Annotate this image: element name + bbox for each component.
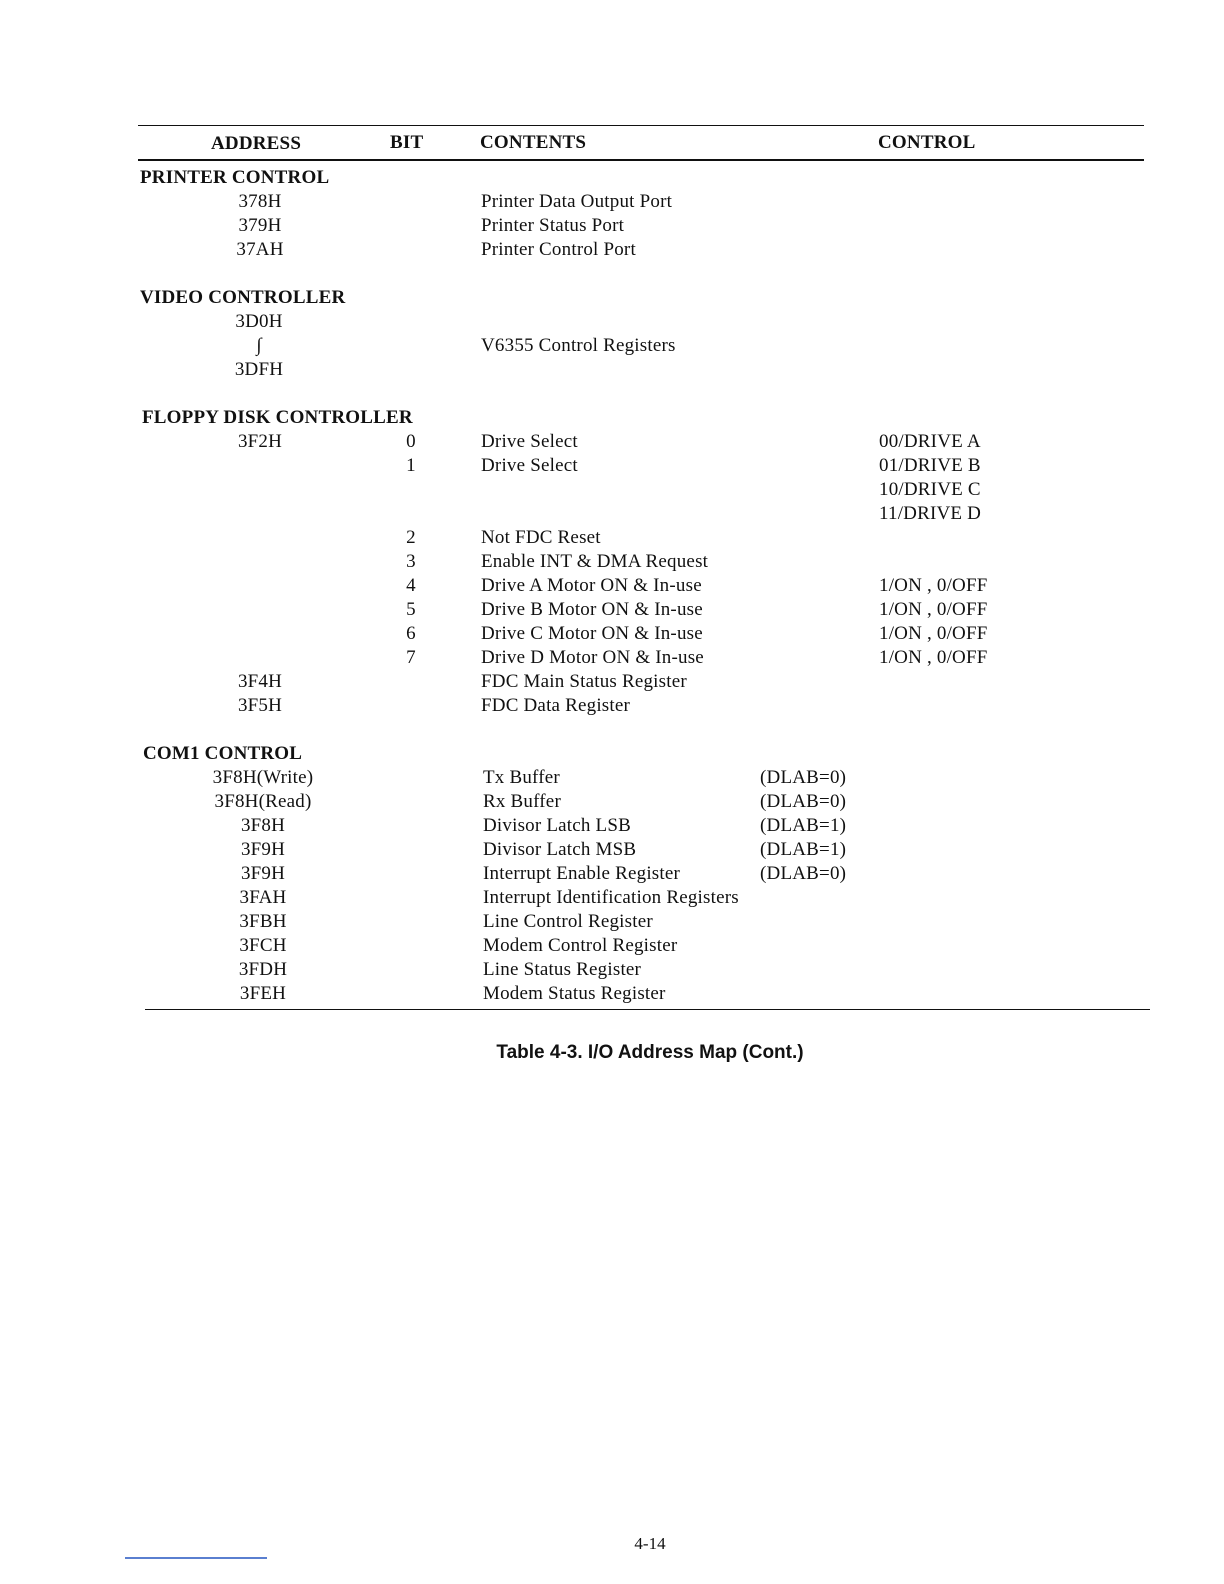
contents-cell: Interrupt Enable Register bbox=[483, 863, 681, 884]
header-contents: CONTENTS bbox=[480, 132, 587, 153]
control-cell: 01/DRIVE B bbox=[879, 455, 981, 476]
contents-cell: Drive Select bbox=[481, 455, 578, 476]
page-number: 4-14 bbox=[634, 1534, 666, 1553]
control-cell: 1/ON , 0/OFF bbox=[879, 623, 988, 644]
address-cell: 3F2H bbox=[237, 431, 283, 452]
control-cell: 11/DRIVE D bbox=[879, 503, 982, 524]
contents-cell: FDC Data Register bbox=[481, 695, 631, 716]
bit-cell: 2 bbox=[406, 527, 416, 548]
header-control: CONTROL bbox=[878, 132, 976, 153]
footer-line bbox=[125, 1557, 267, 1559]
address-cell: 3F8H(Write) bbox=[212, 767, 314, 788]
bit-cell: 1 bbox=[406, 455, 416, 476]
section-title-com1: COM1 CONTROL bbox=[143, 743, 303, 764]
address-cell: 3F9H bbox=[240, 839, 286, 860]
address-cell: 378H bbox=[238, 191, 282, 212]
contents-cell: Printer Control Port bbox=[481, 239, 636, 260]
address-cell: 3FDH bbox=[238, 959, 288, 980]
contents-cell: Rx Buffer bbox=[483, 791, 561, 812]
dlab-cell: (DLAB=0) bbox=[760, 791, 847, 812]
contents-cell: Enable INT & DMA Request bbox=[481, 551, 709, 572]
address-cell: 3F5H bbox=[237, 695, 283, 716]
dlab-cell: (DLAB=0) bbox=[760, 767, 847, 788]
contents-cell: Line Status Register bbox=[483, 959, 642, 980]
address-cell: 3FEH bbox=[239, 983, 287, 1004]
control-cell: 00/DRIVE A bbox=[879, 431, 981, 452]
section-title-printer: PRINTER CONTROL bbox=[140, 167, 330, 188]
address-cell: 3FBH bbox=[239, 911, 287, 932]
address-cell: 379H bbox=[238, 215, 282, 236]
contents-cell: V6355 Control Registers bbox=[481, 335, 676, 356]
section-title-video: VIDEO CONTROLLER bbox=[140, 287, 346, 308]
header-bottom-rule bbox=[138, 159, 1144, 161]
bit-cell: 6 bbox=[406, 623, 416, 644]
contents-cell: Tx Buffer bbox=[483, 767, 560, 788]
bit-cell: 0 bbox=[406, 431, 416, 452]
dlab-cell: (DLAB=1) bbox=[760, 839, 847, 860]
contents-cell: Modem Status Register bbox=[483, 983, 666, 1004]
contents-cell: Interrupt Identification Registers bbox=[483, 887, 739, 908]
bit-cell: 3 bbox=[406, 551, 416, 572]
contents-cell: Line Control Register bbox=[483, 911, 653, 932]
dlab-cell: (DLAB=0) bbox=[760, 863, 847, 884]
contents-cell: Printer Data Output Port bbox=[481, 191, 673, 212]
control-cell: 1/ON , 0/OFF bbox=[879, 599, 988, 620]
address-range-start: 3D0H bbox=[235, 311, 283, 332]
header-bit: BIT bbox=[390, 132, 424, 153]
control-cell: 1/ON , 0/OFF bbox=[879, 647, 988, 668]
address-cell: 3FAH bbox=[239, 887, 287, 908]
contents-cell: Modem Control Register bbox=[483, 935, 678, 956]
address-cell: 3F9H bbox=[240, 863, 286, 884]
header-address: ADDRESS bbox=[211, 133, 302, 154]
contents-cell: Divisor Latch MSB bbox=[483, 839, 637, 860]
address-range-mark: ∫ bbox=[256, 335, 262, 356]
contents-cell: FDC Main Status Register bbox=[481, 671, 687, 692]
section-title-floppy: FLOPPY DISK CONTROLLER bbox=[142, 407, 413, 428]
bit-cell: 7 bbox=[406, 647, 416, 668]
contents-cell: Not FDC Reset bbox=[481, 527, 601, 548]
control-cell: 10/DRIVE C bbox=[879, 479, 981, 500]
dlab-cell: (DLAB=1) bbox=[760, 815, 847, 836]
bit-cell: 5 bbox=[406, 599, 416, 620]
table-top-rule bbox=[138, 125, 1144, 126]
address-range-end: 3DFH bbox=[234, 359, 284, 380]
table-bottom-rule bbox=[145, 1009, 1150, 1010]
contents-cell: Drive Select bbox=[481, 431, 578, 452]
address-cell: 3F8H bbox=[240, 815, 286, 836]
address-cell: 3F8H(Read) bbox=[214, 791, 312, 812]
bit-cell: 4 bbox=[406, 575, 416, 596]
address-cell: 3FCH bbox=[239, 935, 287, 956]
contents-cell: Printer Status Port bbox=[481, 215, 625, 236]
contents-cell: Divisor Latch LSB bbox=[483, 815, 631, 836]
control-cell: 1/ON , 0/OFF bbox=[879, 575, 988, 596]
address-cell: 3F4H bbox=[237, 671, 283, 692]
contents-cell: Drive B Motor ON & In-use bbox=[481, 599, 703, 620]
table-caption: Table 4-3. I/O Address Map (Cont.) bbox=[496, 1042, 804, 1063]
contents-cell: Drive A Motor ON & In-use bbox=[481, 575, 702, 596]
contents-cell: Drive D Motor ON & In-use bbox=[481, 647, 704, 668]
contents-cell: Drive C Motor ON & In-use bbox=[481, 623, 703, 644]
address-cell: 37AH bbox=[236, 239, 284, 260]
